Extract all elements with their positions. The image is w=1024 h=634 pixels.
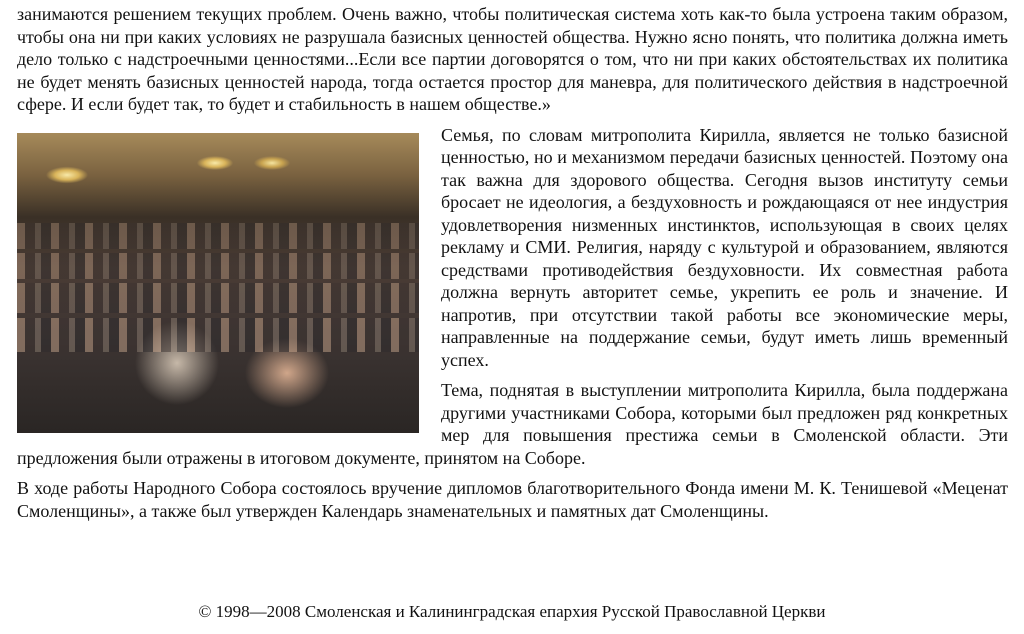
conference-audience-photo — [17, 133, 419, 433]
article-paragraph: Тема, поднятая в выступлении митрополита Кирилла, была поддержана другими участниками Собора, которыми был предложен ряд конкретных мер для повышения престижа семьи в Смоленской области. Эти предложения были отражены в итоговом документе, принятом на Соборе. — [17, 380, 1008, 468]
footer-copyright: © 1998—2008 Смоленская и Калининградская епархия Русской Православной Церкви — [198, 602, 826, 621]
article-body — [17, 3, 1008, 530]
article-paragraph: В ходе работы Народного Собора состоялось вручение дипломов благотворительного Фонда имени М. К. Тенишевой «Меценат Смоленщины», а также был утвержден Календарь знаменательных и памятных дат Смоленщины. — [17, 478, 1008, 521]
article-paragraph: Семья, по словам митрополита Кирилла, является не только базисной ценностью, но и механизмом передачи базисных ценностей. Поэтому она так важна для здорового общества. Сегодня вызов институту семьи бросает не идеология, а бездуховность и рождающаяся от нее индустрия удовлетворения низменных инстинктов, использующая в своих целях рекламу и СМИ. Религия, наряду с культурой и образованием, являются средствами противодействия бездуховности. Их совместная работа должна вернуть авторитет семье, укрепить ее роль и значение. И напротив, при отсутствии такой работы все экономические меры, направленные на поддержание семьи, будут иметь лишь временный успех. — [441, 124, 1008, 370]
article-paragraph: занимаются решением текущих проблем. Очень важно, чтобы политическая система хоть как-то была устроена таким образом, чтобы она ни при каких условиях не разрушала базисных ценностей общества. Нужно ясно понять, что политика должна иметь дело только с надстроечными ценностями...Если все партии договорятся о том, что ни при каких обстоятельствах их политика не будет менять базисных ценностей народа, тогда остается простор для маневра, для политического действия в надстроечной сфере. И если будет так, то будет и стабильность в нашем обществе.» — [17, 4, 1008, 114]
